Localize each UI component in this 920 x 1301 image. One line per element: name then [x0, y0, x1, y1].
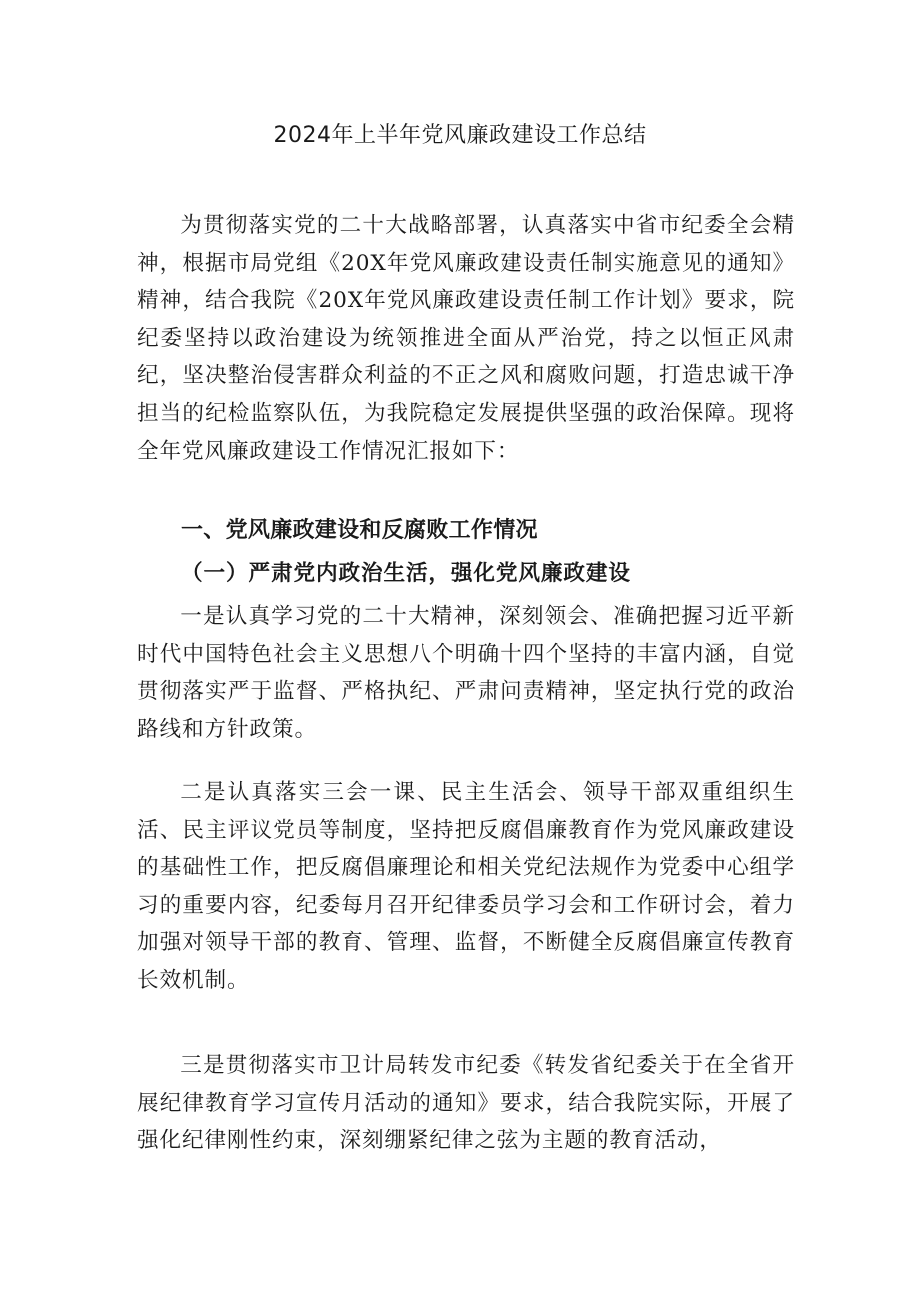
subsection-heading: （一）严肃党内政治生活，强化党风廉政建设 [181, 561, 631, 586]
paragraph-second-point: 二是认真落实三会一课、民主生活会、领导干部双重组织生活、民主评议党员等制度，坚持把反腐倡廉教育作为党风廉政建设的基础性工作，把反腐倡廉理论和相关党纪法规作为党委中心组学习的重要内容，纪委每月召开纪律委员学习会和工作研讨会，着力加强对领导干部的教育、管理、监督，不断健全反腐倡廉宣传教育长效机制。 [137, 780, 795, 993]
intro-paragraph: 为贯彻落实党的二十大战略部署，认真落实中省市纪委全会精神，根据市局党组《20X年党风廉政建设责任制实施意见的通知》精神，结合我院《20X年党风廉政建设责任制工作计划》要求，院纪委坚持以政治建设为统领推进全面从严治党，持之以恒正风肃纪，坚决整治侵害群众利益的不正之风和腐败问题，打造忠诚干净担当的纪检监察队伍，为我院稳定发展提供坚强的政治保障。现将全年党风廉政建设工作情况汇报如下： [137, 213, 795, 464]
paragraph-third-point: 三是贯彻落实市卫计局转发市纪委《转发省纪委关于在全省开展纪律教育学习宣传月活动的通知》要求，结合我院实际，开展了强化纪律刚性约束，深刻绷紧纪律之弦为主题的教育活动， [137, 1053, 795, 1154]
paragraph-first-point: 一是认真学习党的二十大精神，深刻领会、准确把握习近平新时代中国特色社会主义思想八个明确十四个坚持的丰富内涵，自觉贯彻落实严于监督、严格执纪、严肃问责精神，坚定执行党的政治路线和方针政策。 [137, 604, 795, 742]
document-title: 2024年上半年党风廉政建设工作总结 [273, 123, 647, 148]
section-heading: 一、党风廉政建设和反腐败工作情况 [181, 518, 538, 543]
